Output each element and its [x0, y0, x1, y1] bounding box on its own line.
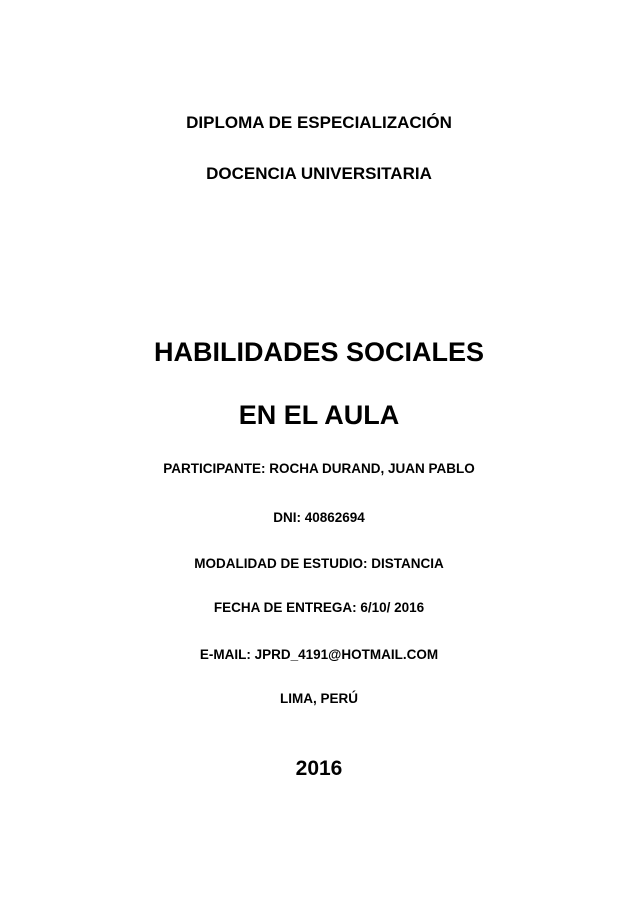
place-line: LIMA, PERÚ	[279, 691, 358, 706]
modality-line: MODALIDAD DE ESTUDIO: DISTANCIA	[194, 556, 444, 571]
participant-line: PARTICIPANTE: ROCHA DURAND, JUAN PABLO	[163, 461, 475, 476]
dni-line: DNI: 40862694	[273, 510, 365, 525]
diploma-heading: DIPLOMA DE ESPECIALIZACIÓN	[186, 113, 452, 132]
document-title-line-1: HABILIDADES SOCIALES	[153, 337, 485, 367]
program-heading: DOCENCIA UNIVERSITARIA	[206, 164, 432, 183]
year-line: 2016	[295, 757, 343, 780]
delivery-date-line: FECHA DE ENTREGA: 6/10/ 2016	[213, 600, 425, 615]
document-title-line-2: EN EL AULA	[238, 400, 400, 430]
email-line: E-MAIL: JPRD_4191@HOTMAIL.COM	[199, 647, 439, 662]
